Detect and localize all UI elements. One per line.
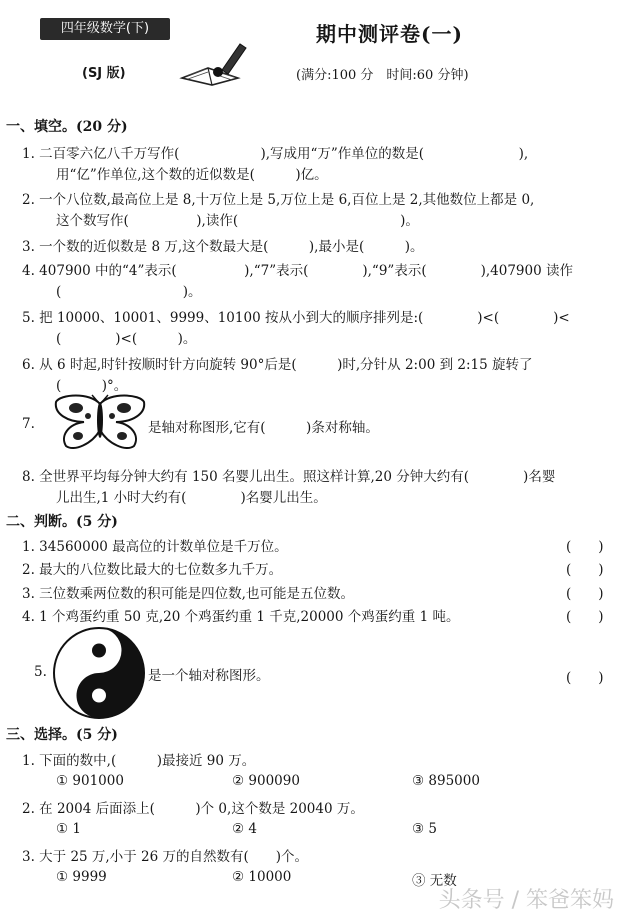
q8-line-2: 儿出生,1 小时大约有( )名婴儿出生。 <box>56 490 327 506</box>
choice-q3: 3. 大于 25 万,小于 26 万的自然数有( )个。 <box>22 849 309 865</box>
choice-q2-opt-2: ② 4 <box>232 821 257 837</box>
answer-paren-4[interactable]: ( ) <box>566 609 604 625</box>
judge-q5-text: 是一个轴对称图形。 <box>148 668 270 684</box>
q7-text: 是轴对称图形,它有( )条对称轴。 <box>148 420 379 436</box>
choice-q3-opt-2: ② 10000 <box>232 869 292 885</box>
q8-line-1: 8. 全世界平均每分钟大约有 150 名婴儿出生。照这样计算,20 分钟大约有( )名婴 <box>22 469 556 485</box>
exam-info: (满分:100 分 时间:60 分钟) <box>296 68 469 83</box>
q4-line-2: ( )。 <box>56 284 202 300</box>
q1-line-2: 用“亿”作单位,这个数的近似数是( )亿。 <box>56 167 328 183</box>
choice-q3-opt-3: ③ 无数 <box>412 873 457 889</box>
q2-line-1: 2. 一个八位数,最高位上是 8,十万位上是 5,万位上是 6,百位上是 2,其他数位上都是 0, <box>22 192 535 208</box>
choice-q1-opt-1: ① 901000 <box>56 773 124 789</box>
choice-q2-opt-3: ③ 5 <box>412 821 437 837</box>
judge-item-1: 1. 34560000 最高位的计数单位是千万位。 <box>22 539 288 555</box>
judge-q5-number: 5. <box>34 664 47 680</box>
q4-line-1: 4. 407900 中的“4”表示( ),“7”表示( ),“9”表示( ),407900 读作 <box>22 263 573 279</box>
edition-label: (SJ 版) <box>82 66 126 81</box>
answer-paren-1[interactable]: ( ) <box>566 539 604 555</box>
choice-q1-opt-3: ③ 895000 <box>412 773 480 789</box>
q6-line-2: ( )°。 <box>56 378 128 394</box>
choice-q1-opt-2: ② 900090 <box>232 773 300 789</box>
q6-line-1: 6. 从 6 时起,时针按顺时针方向旋转 90°后是( )时,分针从 2:00 到 2:15 旋转了 <box>22 357 533 373</box>
choice-q1: 1. 下面的数中,( )最接近 90 万。 <box>22 753 256 769</box>
q7-number: 7. <box>22 416 35 432</box>
choice-q2: 2. 在 2004 后面添上( )个 0,这个数是 20040 万。 <box>22 801 364 817</box>
q3-line: 3. 一个数的近似数是 8 万,这个数最大是( ),最小是( )。 <box>22 239 424 255</box>
section-heading-judge: 二、判断。(5 分) <box>6 514 118 530</box>
answer-paren-3[interactable]: ( ) <box>566 586 604 602</box>
yin-yang-image <box>52 626 146 720</box>
butterfly-image <box>54 394 146 452</box>
q1-line-1: 1. 二百零六亿八千万写作( ),写成用“万”作单位的数是( ), <box>22 146 529 162</box>
answer-paren-5[interactable]: ( ) <box>566 670 604 686</box>
judge-item-3: 3. 三位数乘两位数的积可能是四位数,也可能是五位数。 <box>22 586 354 602</box>
page-title: 期中测评卷(一) <box>316 22 463 46</box>
choice-q2-opt-1: ① 1 <box>56 821 81 837</box>
book-pen-illustration <box>178 38 248 86</box>
q2-line-2: 这个数写作( ),读作( )。 <box>56 213 419 229</box>
answer-paren-2[interactable]: ( ) <box>566 562 604 578</box>
choice-q3-opt-1: ① 9999 <box>56 869 107 885</box>
q5-line-1: 5. 把 10000、10001、9999、10100 按从小到大的顺序排列是:( )<( )< <box>22 310 570 326</box>
q5-line-2: ( )<( )。 <box>56 331 197 347</box>
watermark: 头条号 / 笨爸笨妈 <box>438 888 614 913</box>
judge-item-2: 2. 最大的八位数比最大的七位数多九千万。 <box>22 562 283 578</box>
section-heading-choice: 三、选择。(5 分) <box>6 727 118 743</box>
judge-item-4: 4. 1 个鸡蛋约重 50 克,20 个鸡蛋约重 1 千克,20000 个鸡蛋约重 1 吨。 <box>22 609 460 625</box>
section-heading-fill: 一、填空。(20 分) <box>6 119 128 135</box>
grade-badge: 四年级数学(下) <box>40 18 170 40</box>
